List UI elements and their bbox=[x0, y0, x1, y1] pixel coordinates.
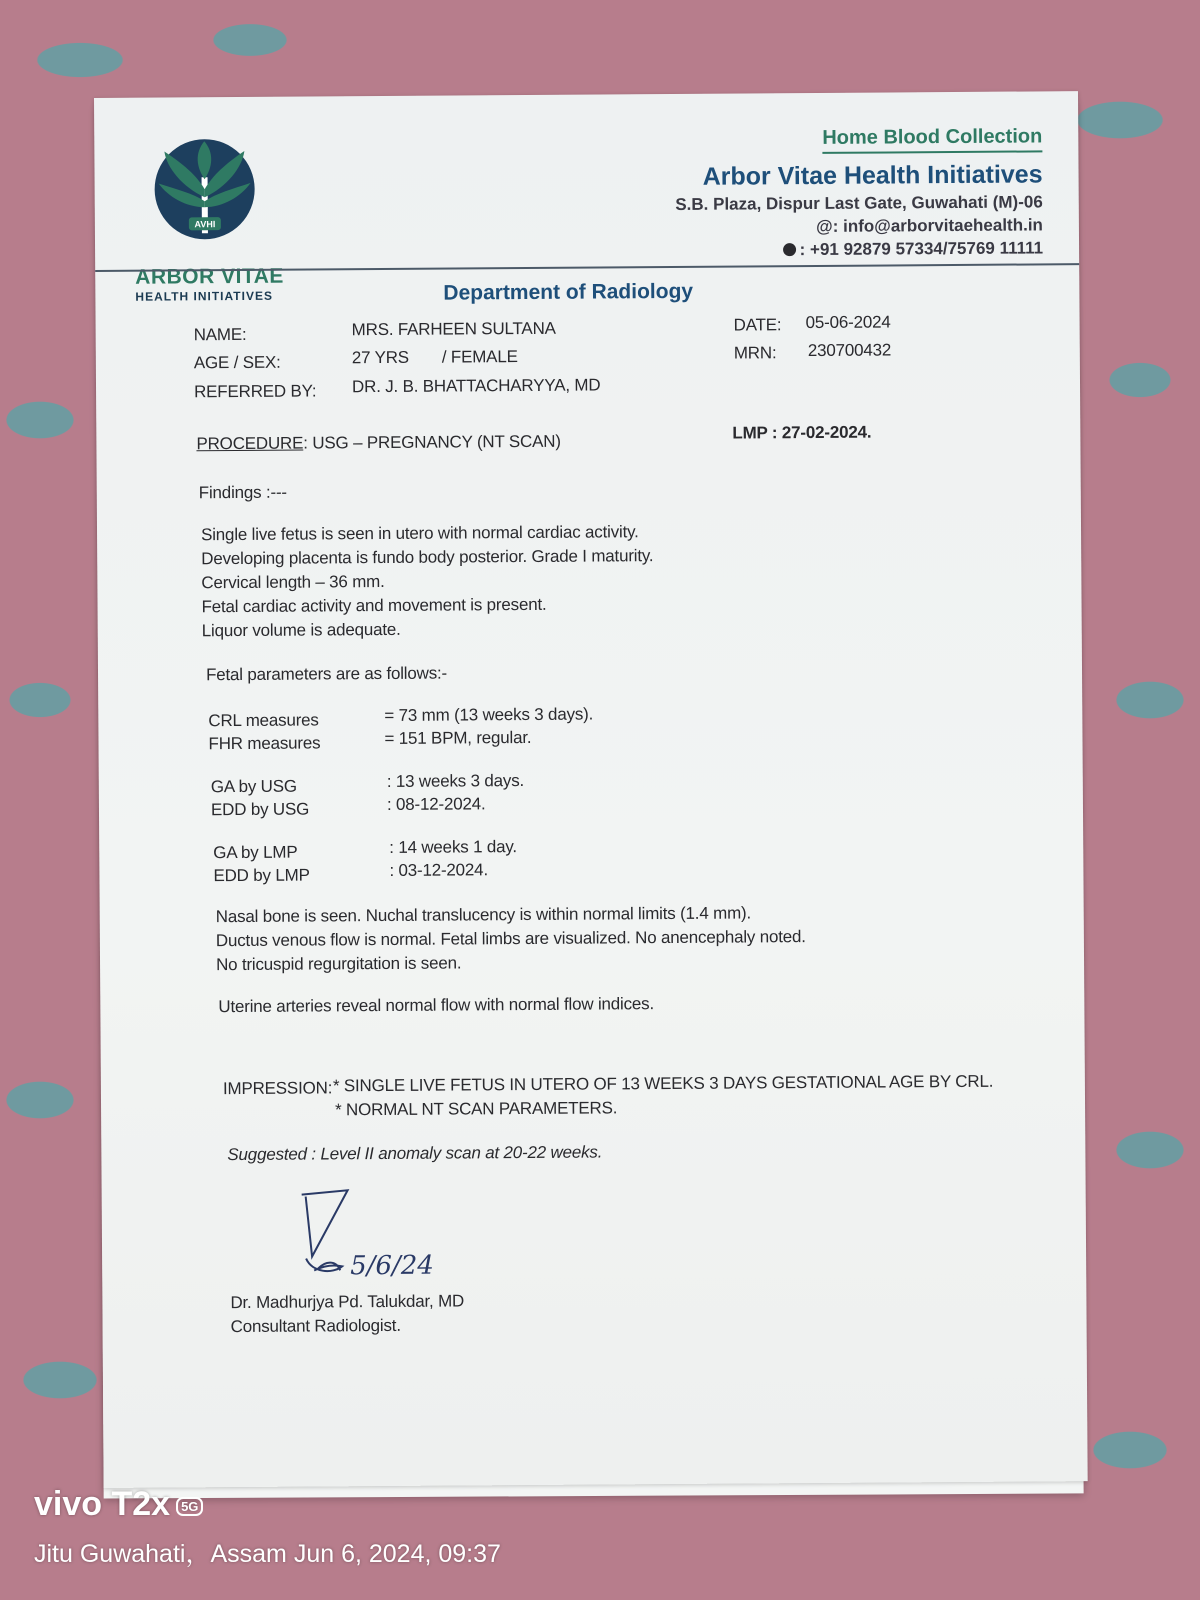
procedure-line bbox=[196, 432, 560, 455]
camera-brand: vivo T2x bbox=[34, 1485, 171, 1523]
ga-usg-label: GA by USG bbox=[210, 776, 297, 797]
ga-lmp-label: GA by LMP bbox=[213, 842, 298, 863]
doctor-title: Consultant Radiologist. bbox=[230, 1315, 401, 1337]
referred-by: DR. J. B. BHATTACHARYYA, MD bbox=[351, 375, 601, 397]
logo-subtitle: HEALTH INITIATIVES bbox=[135, 288, 273, 304]
report-date: 05-06-2024 bbox=[805, 312, 891, 333]
finding-line-3: Cervical length – 36 mm. bbox=[201, 571, 385, 593]
procedure-value: : USG – PREGNANCY (NT SCAN) bbox=[303, 431, 561, 453]
finding-line-4: Fetal cardiac activity and movement is present. bbox=[201, 594, 547, 617]
address: S.B. Plaza, Dispur Last Gate, Guwahati (M)-06 bbox=[675, 192, 1043, 214]
patient-age: 27 YRS bbox=[351, 347, 409, 368]
mrn-value: 230700432 bbox=[807, 340, 892, 361]
letterhead bbox=[675, 125, 1043, 261]
organization-name: Arbor Vitae Health Initiatives bbox=[702, 160, 1043, 191]
patient-sex: / FEMALE bbox=[441, 347, 518, 367]
fetal-params-heading: Fetal parameters are as follows:- bbox=[205, 663, 448, 685]
finding-line-5: Liquor volume is adequate. bbox=[201, 619, 401, 641]
ga-lmp-value: : 14 weeks 1 day. bbox=[389, 837, 517, 857]
phone-icon bbox=[783, 243, 796, 256]
impression-label: IMPRESSION: bbox=[222, 1078, 333, 1099]
note-line-3: No tricuspid regurgitation is seen. bbox=[215, 953, 462, 975]
home-collection-title: Home Blood Collection bbox=[822, 125, 1042, 154]
findings-heading: Findings :--- bbox=[198, 482, 287, 503]
5g-badge: 5G bbox=[176, 1497, 203, 1516]
logo-badge: AVHI bbox=[194, 219, 216, 230]
ga-usg-value: : 13 weeks 3 days. bbox=[386, 771, 525, 791]
camera-watermark-brand bbox=[34, 1485, 203, 1524]
lmp: LMP : 27-02-2024. bbox=[732, 422, 872, 443]
name-label: NAME: bbox=[193, 324, 247, 345]
edd-lmp-label: EDD by LMP bbox=[213, 865, 310, 886]
fhr-value: = 151 BPM, regular. bbox=[384, 727, 532, 748]
phone-number: : +91 92879 57334/75769 11111 bbox=[799, 238, 1044, 260]
signature-date: 5/6/24 bbox=[350, 1250, 434, 1282]
crl-label: CRL measures bbox=[208, 710, 319, 731]
finding-line-1: Single live fetus is seen in utero with normal cardiac activity. bbox=[200, 522, 639, 545]
date-label: DATE: bbox=[733, 315, 782, 335]
doctor-signature-icon bbox=[292, 1185, 493, 1296]
age-sex-label: AGE / SEX: bbox=[193, 352, 281, 373]
note-line-1: Nasal bone is seen. Nuchal translucency is within normal limits (1.4 mm). bbox=[215, 903, 752, 927]
finding-line-2: Developing placenta is fundo body posterior. Grade I maturity. bbox=[201, 546, 654, 569]
logo bbox=[124, 136, 315, 304]
impression-line-2: * NORMAL NT SCAN PARAMETERS. bbox=[335, 1098, 618, 1120]
department-title: Department of Radiology bbox=[443, 279, 694, 305]
report-sheet bbox=[94, 91, 1088, 1488]
email: @: info@arborvitaehealth.in bbox=[816, 215, 1043, 236]
note-line-2: Ductus venous flow is normal. Fetal limbs are visualized. No anencephaly noted. bbox=[215, 927, 806, 951]
logo-name: ARBOR VITAE bbox=[135, 264, 284, 289]
procedure-label: PROCEDURE bbox=[196, 433, 304, 454]
edd-lmp-value: : 03-12-2024. bbox=[389, 860, 488, 880]
edd-usg-value: : 08-12-2024. bbox=[386, 794, 486, 814]
mrn-label: MRN: bbox=[733, 343, 777, 363]
crl-value: = 73 mm (13 weeks 3 days). bbox=[384, 704, 594, 725]
note-line-4: Uterine arteries reveal normal flow with normal flow indices. bbox=[218, 994, 655, 1017]
camera-watermark-location: Jitu Guwahati，Assam Jun 6, 2024, 09:37 bbox=[34, 1540, 501, 1568]
doctor-name: Dr. Madhurjya Pd. Talukdar, MD bbox=[230, 1291, 465, 1313]
edd-usg-label: EDD by USG bbox=[210, 799, 310, 820]
suggested-note: Suggested : Level II anomaly scan at 20-22 weeks. bbox=[227, 1142, 603, 1165]
impression-line-1: * SINGLE LIVE FETUS IN UTERO OF 13 WEEKS 3 DAYS GESTATIONAL AGE BY CRL. bbox=[332, 1071, 994, 1096]
patient-name: MRS. FARHEEN SULTANA bbox=[351, 318, 556, 340]
tree-logo-icon bbox=[152, 137, 257, 242]
fhr-label: FHR measures bbox=[208, 733, 321, 754]
phone-line bbox=[676, 238, 1044, 261]
referred-by-label: REFERRED BY: bbox=[193, 381, 317, 402]
